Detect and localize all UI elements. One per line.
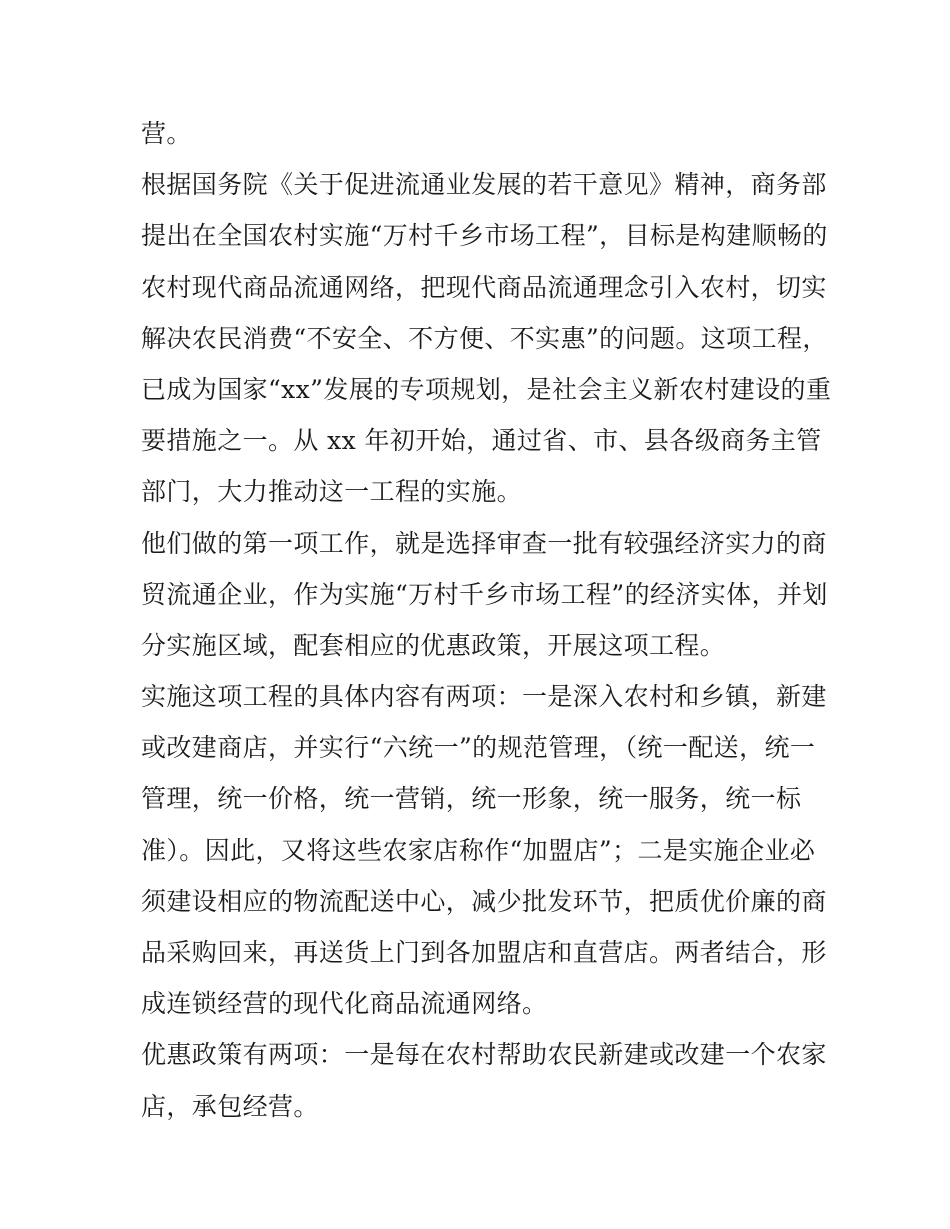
document-body [141,108,832,1132]
text-line: 解决农民消费“不安全、不方便、不实惠”的问题。这项工程， [141,323,828,353]
text-line: 店，承包经营。 [141,1091,319,1121]
text-line: 准）。因此，又将这些农家店称作“加盟店”；二是实施企业必 [141,835,816,865]
text-line: 营。 [141,119,192,148]
text-line: 已成为国家“xx”发展的专项规划，是社会主义新农村建设的重 [141,374,832,404]
text-line: 分实施区域，配套相应的优惠政策，开展这项工程。 [141,630,726,660]
text-line: 实施这项工程的具体内容有两项：一是深入农村和乡镇，新建 [141,682,827,712]
text-line: 贸流通企业，作为实施“万村千乡市场工程”的经济实体，并划 [141,579,828,609]
text-line: 成连锁经营的现代化商品流通网络。 [141,989,548,1019]
text-line: 提出在全国农村实施“万村千乡市场工程”，目标是构建顺畅的 [141,221,828,251]
text-line: 须建设相应的物流配送中心，减少批发环节，把质优价廉的商 [141,886,827,916]
text-line: 管理，统一价格，统一营销，统一形象，统一服务，统一标 [141,784,802,814]
text-line: 或改建商店，并实行“六统一”的规范管理，（统一配送，统一 [141,733,816,763]
text-line: 他们做的第一项工作，就是选择审查一批有较强经济实力的商 [141,528,827,558]
text-line: 部门，大力推动这一工程的实施。 [141,477,523,507]
text-line: 品采购回来，再送货上门到各加盟店和直营店。两者结合，形 [141,938,827,967]
text-line: 要措施之一。从 xx 年初开始，通过省、市、县各级商务主管 [141,426,822,456]
text-line: 根据国务院《关于促进流通业发展的若干意见》精神，商务部 [141,170,827,200]
text-line: 农村现代商品流通网络，把现代商品流通理念引入农村，切实 [141,272,827,302]
text-line: 优惠政策有两项：一是每在农村帮助农民新建或改建一个农家 [141,1040,827,1070]
